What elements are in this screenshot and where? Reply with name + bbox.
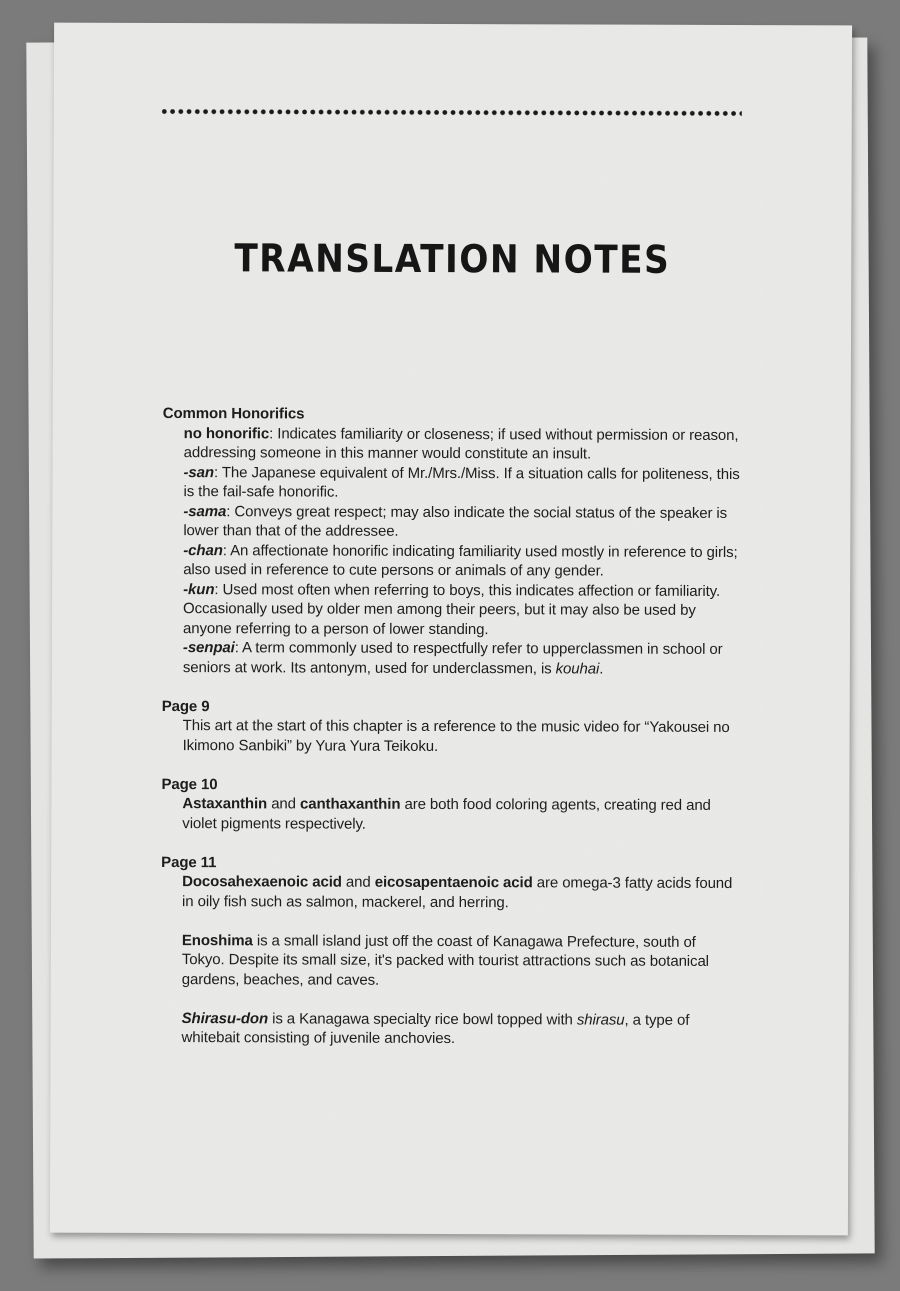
- text-segment: Docosahexaenoic acid: [182, 873, 342, 891]
- text-segment: kouhai: [555, 659, 600, 678]
- note-paragraph: [163, 423, 741, 464]
- text-segment: -chan: [183, 541, 223, 559]
- note-paragraph: [162, 501, 740, 542]
- text-segment: shirasu: [576, 1010, 625, 1029]
- text-segment: , a type of whitebait consisting of juvenile anchovies.: [181, 1011, 690, 1048]
- note-paragraph: [161, 930, 739, 991]
- text-segment: is a small island just off the coast of Kanagawa Prefecture, south of Tokyo. Despite its small size, it's packed with tourist attractions such as botanical gardens, beaches, and caves.: [181, 931, 709, 989]
- note-paragraph: [162, 716, 740, 757]
- text-segment: -san: [183, 463, 215, 481]
- text-segment: Enoshima: [181, 931, 253, 949]
- dotted-divider: [162, 109, 742, 116]
- note-paragraph: [162, 462, 740, 503]
- front-paper-sheet: [50, 23, 852, 1236]
- section-heading: Common Honorifics: [162, 404, 305, 423]
- text-segment: -senpai: [182, 639, 235, 657]
- section-heading: Page 11: [161, 853, 217, 871]
- note-section: [162, 404, 741, 679]
- note-section: [161, 852, 740, 1049]
- note-paragraph: [162, 638, 740, 679]
- note-paragraph: [161, 1008, 739, 1049]
- page-title: TRANSLATION NOTES: [234, 237, 671, 283]
- text-segment: and: [267, 795, 301, 813]
- text-segment: are both food coloring agents, creating red and violet pigments respectively.: [182, 795, 711, 833]
- text-segment: and: [341, 873, 375, 891]
- text-segment: : The Japanese equivalent of Mr./Mrs./Miss. If a situation calls for politeness, this is the fail-safe honorific.: [183, 463, 740, 501]
- note-section: [162, 696, 740, 757]
- text-segment: Astaxanthin: [182, 795, 268, 813]
- text-segment: .: [599, 660, 604, 678]
- text-segment: : Used most often when referring to boys, this indicates affection or familiarity. Occasionally used by older men among their peers, but it may also be used by anyone referring to a person of lower standing.: [182, 580, 721, 638]
- text-segment: canthaxanthin: [299, 795, 401, 813]
- text-segment: : An affectionate honorific indicating familiarity used mostly in reference to girls; also used in reference to cute persons or animals of any gender.: [183, 541, 738, 580]
- text-segment: is a Kanagawa specialty rice bowl topped with: [268, 1009, 577, 1028]
- text-segment: : A term commonly used to respectfully refer to upperclassmen in school or seniors at work. Its antonym, used for underclassmen, is: [182, 639, 723, 677]
- note-paragraph: [161, 872, 739, 913]
- text-segment: Shirasu-don: [181, 1009, 269, 1027]
- note-paragraph: [162, 540, 740, 581]
- note-paragraph: [162, 579, 740, 640]
- text-segment: -kun: [183, 580, 215, 598]
- text-segment: no honorific: [183, 424, 270, 442]
- text-segment: : Conveys great respect; may also indicate the social status of the speaker is lower than that of the addressee.: [183, 502, 728, 540]
- section-heading: Page 10: [161, 775, 218, 793]
- note-section: [161, 774, 739, 835]
- notes-sections: [161, 404, 741, 1050]
- text-segment: are omega-3 fatty acids found in oily fish such as salmon, mackerel, and herring.: [182, 874, 733, 911]
- text-segment: -sama: [183, 502, 227, 520]
- text-segment: This art at the start of this chapter is a reference to the music video for “Yakousei no Ikimono Sanbiki” by Yura Yura Teikoku.: [182, 717, 730, 755]
- note-paragraph: [161, 794, 739, 835]
- text-segment: : Indicates familiarity or closeness; if used without permission or reason, addressing someone in this manner would constitute an insult.: [183, 424, 739, 463]
- text-segment: eicosapentaenoic acid: [374, 873, 533, 892]
- section-heading: Page 9: [161, 697, 210, 715]
